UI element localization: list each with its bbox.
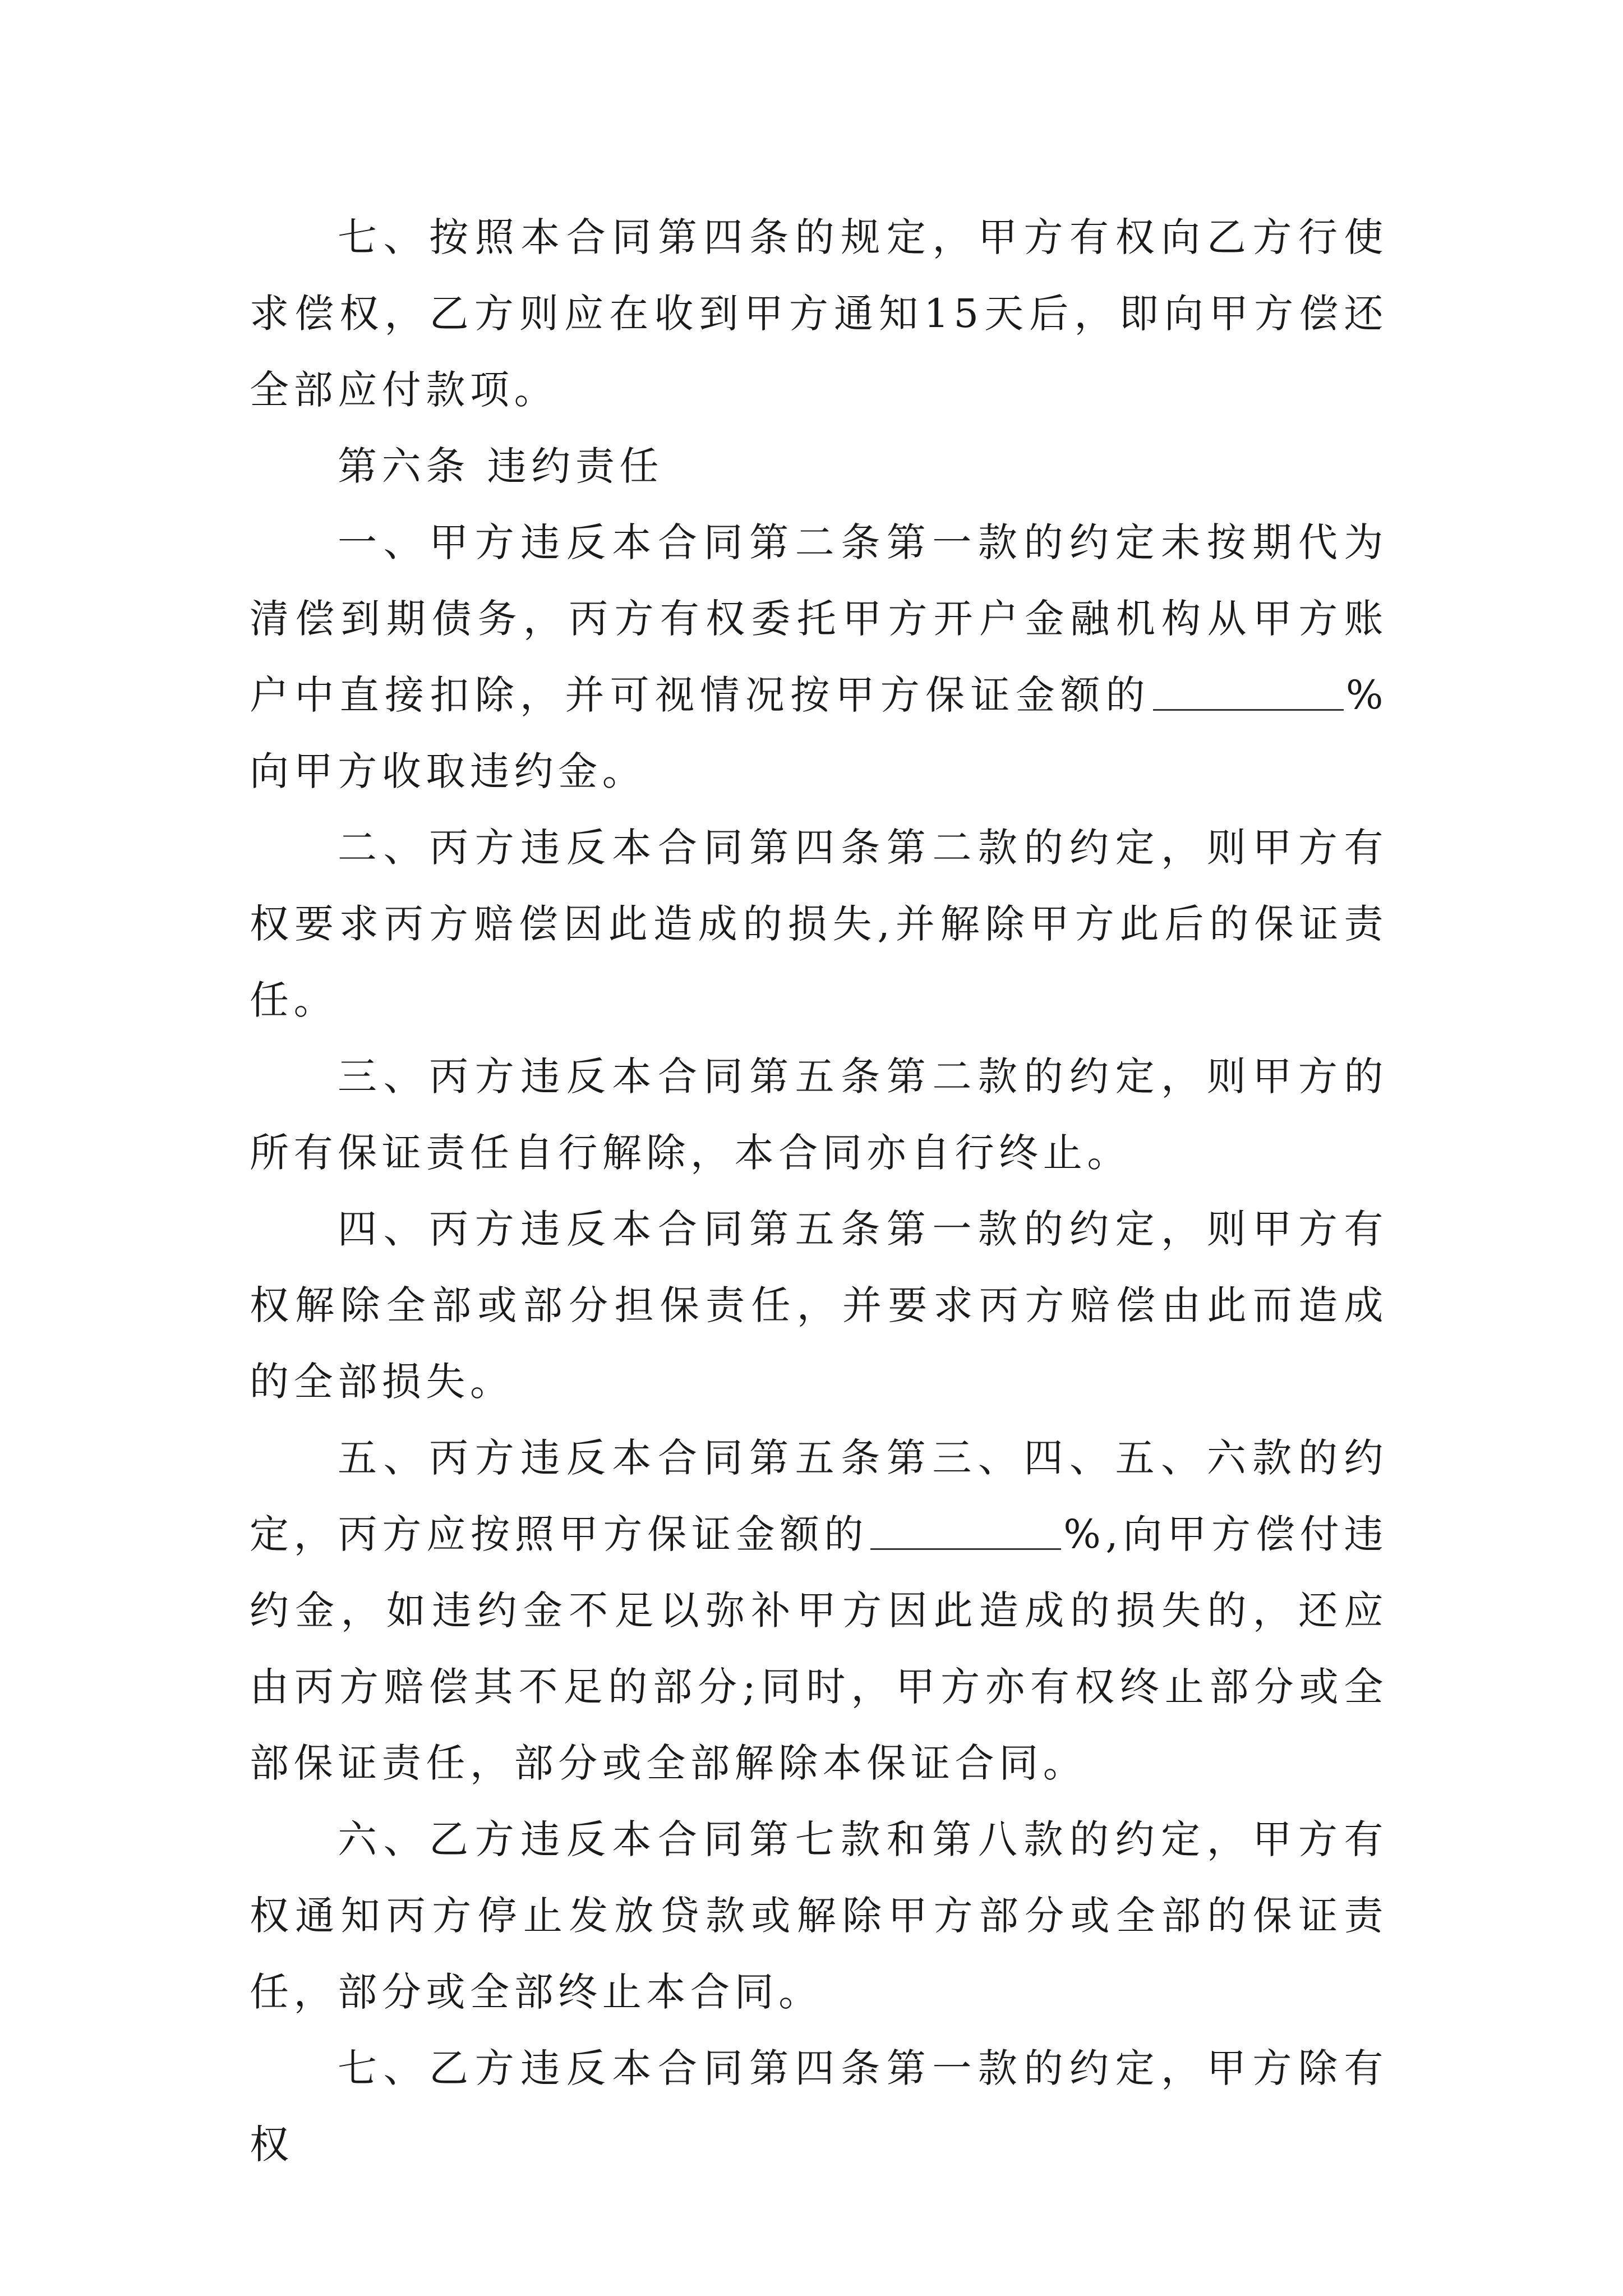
paragraph-breach-clause-2 [250, 809, 1388, 1038]
document-body [250, 199, 1388, 2183]
paragraph-text: 五、丙方违反本合同第五条第三、四、五、六款的约定，丙方应按照甲方保证金额的 [250, 1435, 1388, 1557]
fill-in-blank[interactable] [870, 1515, 1061, 1550]
paragraph-text: 一、甲方违反本合同第二条第一款的约定未按期代为清偿到期债务，丙方有权委托甲方开户金融机构从甲方账户中直接扣除，并可视情况按甲方保证金额的 [250, 519, 1388, 718]
paragraph-breach-clause-5 [250, 1420, 1388, 1801]
paragraph-breach-clause-3 [250, 1038, 1388, 1191]
paragraph-clause-7-recourse [250, 199, 1388, 428]
paragraph-breach-clause-1 [250, 504, 1388, 809]
paragraph-text: 二、丙方违反本合同第四条第二款的约定，则甲方有权要求丙方赔偿因此造成的损失,并解除甲方此后的保证责任。 [250, 825, 1388, 1023]
fill-in-blank[interactable] [1153, 675, 1344, 711]
paragraph-text: %向甲方收取违约金。 [250, 672, 1388, 794]
paragraph-text: 六、乙方违反本合同第七款和第八款的约定，甲方有权通知丙方停止发放贷款或解除甲方部分或全部的保证责任，部分或全部终止本合同。 [250, 1816, 1388, 2015]
paragraph-text: 四、丙方违反本合同第五条第一款的约定，则甲方有权解除全部或部分担保责任，并要求丙方赔偿由此而造成的全部损失。 [250, 1206, 1388, 1405]
paragraph-text: 七、按照本合同第四条的规定，甲方有权向乙方行使求偿权，乙方则应在收到甲方通知15天后，即向甲方偿还全部应付款项。 [250, 214, 1388, 413]
paragraph-text: 七、乙方违反本合同第四条第一款的约定，甲方除有权 [250, 2045, 1388, 2168]
article-heading-text: 第六条 违约责任 [338, 443, 664, 489]
paragraph-text: %,向甲方偿付违约金，如违约金不足以弥补甲方因此造成的损失的，还应由丙方赔偿其不足的部分;同时，甲方亦有权终止部分或全部保证责任，部分或全部解除本保证合同。 [250, 1511, 1388, 1786]
paragraph-breach-clause-6 [250, 1801, 1388, 2030]
paragraph-text: 三、丙方违反本合同第五条第二款的约定，则甲方的所有保证责任自行解除，本合同亦自行终止。 [250, 1053, 1388, 1176]
paragraph-breach-clause-4 [250, 1191, 1388, 1420]
paragraph-breach-clause-7 [250, 2030, 1388, 2183]
article-heading [250, 428, 1388, 504]
